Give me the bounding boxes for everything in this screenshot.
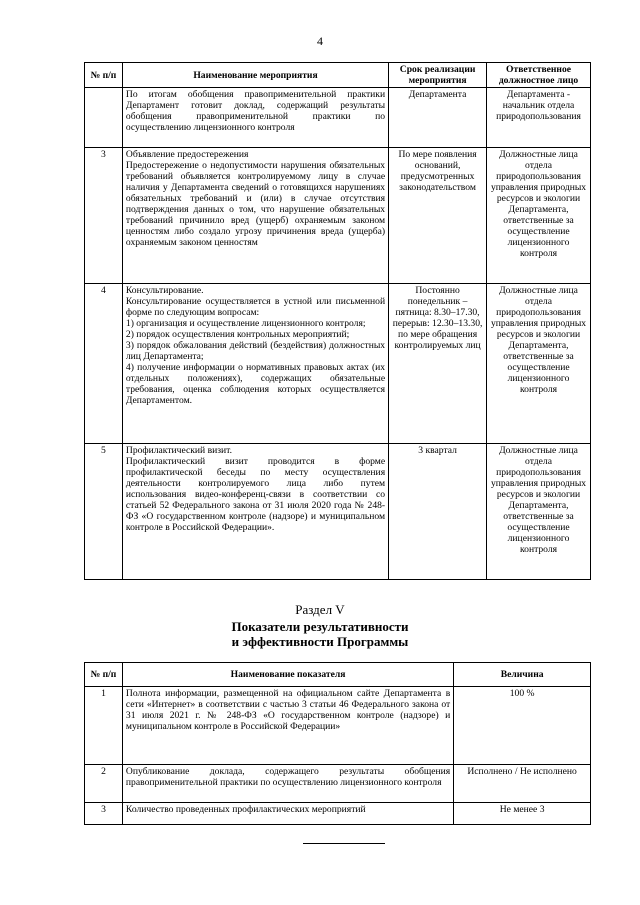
page-number: 4 — [317, 34, 323, 48]
row-indicator: Количество проведенных профилактических мероприятий — [122, 803, 453, 825]
row-activity — [122, 88, 388, 148]
header-num: № п/п — [85, 63, 123, 88]
row-deadline: Департамента — [389, 88, 487, 148]
activity-text: По итогам обобщения правоприменительной практики Департамент готовит доклад, содержащий результаты обобщения правоприменительной практики по осуществлению лицензионного контроля — [125, 89, 386, 133]
table-row — [85, 148, 591, 284]
activity-text: Консультирование осуществляется в устной или письменной форме по следующим вопросам: — [125, 296, 386, 318]
row-responsible: Должностные лица отдела природопользования управления природных ресурсов и экологии Департамента, ответственные за осуществление лицензионного контроля — [487, 148, 591, 284]
table-row — [85, 444, 591, 580]
activity-text: Профилактический визит проводится в форме профилактической беседы по месту осуществления деятельности контролируемого лица либо путем использования видео-конференц-связи в соответствии со статьей 52 Федерального закона от 31 июля 2020 года № 248-ФЗ «О государственном контроле (надзоре) и муниципальном контроле в Российской Федерации». — [125, 456, 386, 533]
header-indicator-name: Наименование показателя — [122, 663, 453, 687]
header-num: № п/п — [85, 663, 123, 687]
row-responsible: Должностные лица отдела природопользования управления природных ресурсов и экологии Департамента, ответственные за осуществление лицензионного контроля — [487, 284, 591, 444]
activity-title: Профилактический визит. — [125, 445, 233, 456]
row-value: Исполнено / Не исполнено — [454, 765, 591, 803]
row-indicator: Полнота информации, размещенной на официальном сайте Департамента в сети «Интернет» в соответствии с частью 3 статьи 46 Федерального закона от 31 июля 2021 г. № 248-ФЗ «О государственном контроле (надзоре) и муниципальном контроле в Российской Федерации» — [122, 687, 453, 765]
row-activity — [122, 284, 388, 444]
activity-item: 3) порядок обжалования действий (бездействия) должностных лиц Департамента; — [125, 340, 386, 362]
row-responsible: Департамента - начальник отдела природопользования — [487, 88, 591, 148]
table-row — [85, 687, 591, 765]
header-activity-name: Наименование мероприятия — [122, 63, 388, 88]
table-row — [85, 284, 591, 444]
activity-item: 2) порядок осуществления контрольных мероприятий; — [125, 329, 350, 340]
activity-text: Предостережение о недопустимости нарушения обязательных требований объявляется контролируемому лицу в случае наличия у Департамента сведений о готовящихся нарушениях обязательных требований и (или) в случае отсутствия подтверждения данных о том, что нарушение обязательных требований причинило вред (ущерб) охраняемым законом ценностям либо создало угрозу причинения вреда (ущерба) охраняемым законом ценностям — [125, 160, 386, 248]
activity-title: Объявление предостережения — [125, 149, 249, 160]
activity-item: 4) получение информации о нормативных правовых актах (их отдельных положениях), содержащих обязательные требования, оценка соблюдения которых осуществляется Департаментом. — [125, 362, 386, 406]
row-num — [85, 88, 123, 148]
table-header-row — [85, 63, 591, 88]
row-responsible: Должностные лица отдела природопользования управления природных ресурсов и экологии Департамента, ответственные за осуществление лицензионного контроля — [487, 444, 591, 580]
row-deadline: Постоянно понедельник – пятница: 8.30–17.30, перерыв: 12.30–13.30, по мере обращения контролируемых лиц — [389, 284, 487, 444]
row-num: 4 — [85, 284, 123, 444]
row-value: Не менее 3 — [454, 803, 591, 825]
row-num: 3 — [85, 803, 123, 825]
table-header-row — [85, 663, 591, 687]
section-title: Раздел V — [295, 602, 345, 617]
activities-table — [84, 62, 591, 580]
row-num: 3 — [85, 148, 123, 284]
header-value: Величина — [454, 663, 591, 687]
section-subtitle-line2: и эффективности Программы — [231, 634, 409, 649]
row-num: 2 — [85, 765, 123, 803]
row-num: 1 — [85, 687, 123, 765]
table-row — [85, 803, 591, 825]
section-subtitle-line1: Показатели результативности — [231, 619, 409, 634]
row-deadline: По мере появления оснований, предусмотренных законодательством — [389, 148, 487, 284]
activity-title: Консультирование. — [125, 285, 204, 296]
indicators-table — [84, 662, 591, 825]
activity-item: 1) организация и осуществление лицензионного контроля; — [125, 318, 366, 329]
row-num: 5 — [85, 444, 123, 580]
table-row — [85, 88, 591, 148]
row-activity — [122, 148, 388, 284]
header-deadline: Срок реализации мероприятия — [389, 63, 487, 88]
row-activity — [122, 444, 388, 580]
header-responsible: Ответственное должностное лицо — [487, 63, 591, 88]
row-deadline: 3 квартал — [389, 444, 487, 580]
table-row — [85, 765, 591, 803]
row-value: 100 % — [454, 687, 591, 765]
row-indicator: Опубликование доклада, содержащего результаты обобщения правоприменительной практики по осуществлению лицензионного контроля — [122, 765, 453, 803]
footer-rule — [303, 843, 385, 844]
